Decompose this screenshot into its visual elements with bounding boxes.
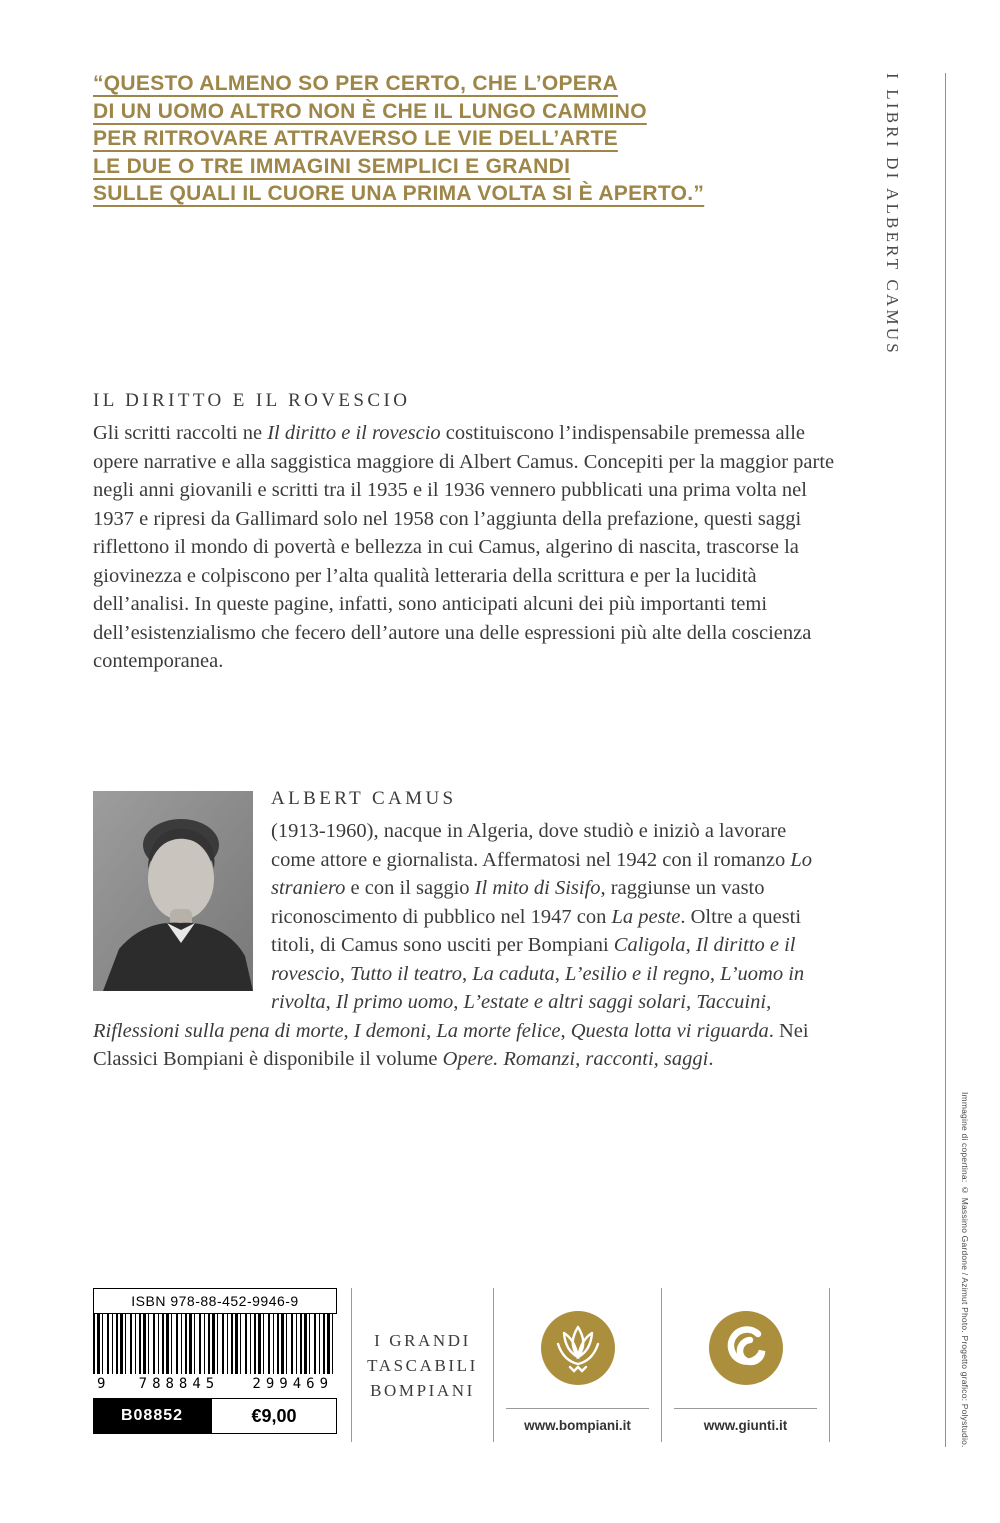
italic-title-text: Il primo uomo (335, 991, 454, 1013)
text-run: costituiscono l’indispensabile premessa alle opere narrative e alla saggistica maggiore di Albert Camus. Concepiti per la maggior parte negli anni giovanili e scritti tra il 1935 e il 1936 vennero pubblicati una prima volta nel 1937 e ripresi da Gallimard solo nel 1958 con l’aggiunta della prefazione, questi saggi riflettono il mondo di povertà e bellezza in cui Camus, algerino di nascita, trascorse la giovinezza e colpiscono per l’alta qualità letteraria della scrittura e per la lucidità dell’analisi. In queste pagine, infatti, sono anticipati alcuni dei più importanti temi dell’esistenzialismo che fecero dell’autore una delle espressioni più alte della coscienza contemporanea. (93, 422, 835, 672)
giunti-logo-icon (709, 1311, 783, 1385)
text-run: . (708, 1048, 714, 1070)
series-title-vertical: I LIBRI DI ALBERT CAMUS (883, 73, 902, 356)
italic-title-text: Questa lotta vi riguarda (570, 1019, 769, 1042)
author-photo (93, 791, 253, 991)
bompiani-logo-icon (541, 1311, 615, 1385)
italic-title-text: Il diritto e il rovescio (267, 422, 441, 444)
quote-line: PER RITROVARE ATTRAVERSO LE VIE DELL’ARTE (93, 127, 618, 150)
text-run: , (685, 991, 697, 1013)
imprint-line: BOMPIANI (370, 1380, 475, 1400)
series-imprint-block (351, 1288, 494, 1442)
code-price-row (93, 1398, 337, 1434)
text-run: . Nei Classici Bompiani è disponibile il volume (93, 1019, 809, 1070)
italic-title-text: La peste (611, 905, 681, 928)
text-run: , (461, 962, 473, 985)
text-run: , (343, 1019, 354, 1042)
ean-group-2: 299469 (252, 1375, 333, 1392)
text-run: , (453, 991, 464, 1013)
quote-line: SULLE QUALI IL CUORE UNA PRIMA VOLTA SI È APERTO.” (93, 182, 705, 205)
synopsis-text (93, 419, 835, 676)
italic-title-text: Taccuini (696, 991, 767, 1013)
barcode (93, 1314, 337, 1374)
author-name: ALBERT CAMUS (271, 788, 457, 809)
bompiani-url: www.bompiani.it (524, 1418, 631, 1433)
ean-first-digit: 9 (97, 1375, 106, 1392)
book-title: IL DIRITTO E IL ROVESCIO (93, 390, 411, 411)
price: €9,00 (211, 1398, 337, 1434)
imprint-line: TASCABILI (367, 1355, 478, 1375)
author-section (93, 788, 835, 1074)
italic-title-text: I demoni (353, 1019, 427, 1042)
synopsis-section (93, 390, 835, 676)
italic-title-text: L’estate e altri saggi solari (463, 991, 686, 1013)
ean-group-1: 788845 (138, 1375, 220, 1392)
text-run: . Oltre a questi titoli, di Camus sono usciti per Bompiani (271, 905, 802, 956)
cover-quote (93, 70, 704, 208)
text-run: , (339, 962, 350, 985)
bompiani-block (494, 1288, 661, 1442)
photo-credit: Immagine di copertina: © Massimo Gardone / Azimut Photo. Progetto grafico: Polystudio. (960, 1092, 970, 1448)
quote-line: LE DUE O TRE IMMAGINI SEMPLICI E GRANDI (93, 154, 571, 178)
italic-title-text: La morte felice (436, 1019, 561, 1042)
italic-title-text: Lo straniero (271, 848, 813, 899)
italic-title-text: L’uomo in rivolta (271, 962, 805, 1013)
isbn-label: ISBN 978-88-452-9946-9 (93, 1288, 337, 1314)
sidebar-divider (945, 73, 946, 1447)
italic-title-text: Il mito di Sisifo (474, 877, 601, 899)
italic-title-text: Riflessioni sulla pena di morte (93, 1019, 344, 1042)
bompiani-logo-area (541, 1288, 615, 1408)
giunti-logo-area (709, 1288, 783, 1408)
barcode-block (93, 1288, 337, 1442)
quote-line: “QUESTO ALMENO SO PER CERTO, CHE L’OPERA (93, 72, 619, 95)
text-run: , (554, 962, 566, 985)
italic-title-text: L’esilio e il regno (565, 962, 710, 985)
text-run: , (325, 991, 336, 1013)
text-run: Gli scritti raccolti ne (93, 422, 268, 444)
giunti-url: www.giunti.it (703, 1418, 788, 1433)
italic-title-text: La caduta (472, 962, 555, 985)
text-run: (1913-1960), nacque in Algeria, dove studiò e iniziò a lavorare come attore e giornalista. Affermatosi nel 1942 con il romanzo (271, 820, 791, 871)
text-run: , raggiunse un vasto riconoscimento di pubblico nel 1947 con (271, 877, 765, 928)
giunti-block (661, 1288, 830, 1442)
italic-title-text: Caligola (613, 934, 686, 956)
quote-line: DI UN UOMO ALTRO NON È CHE IL LUNGO CAMMINO (93, 99, 647, 123)
text-run: , (685, 934, 696, 956)
text-run: , (426, 1019, 437, 1042)
footer-strip (93, 1288, 830, 1442)
italic-title-text: Tutto il teatro (349, 962, 462, 985)
text-run: , (560, 1019, 571, 1042)
italic-title-text: Il diritto e il rovescio (271, 934, 796, 985)
camus-portrait-placeholder (93, 791, 253, 991)
barcode-digits (93, 1374, 337, 1393)
text-run: e con il saggio (345, 877, 475, 899)
italic-title-text: Opere. Romanzi, racconti, saggi (442, 1048, 709, 1070)
text-run: , (766, 991, 772, 1013)
text-run: , (709, 962, 721, 985)
imprint-line: I GRANDI (374, 1330, 471, 1350)
printing-code: B08852 (93, 1398, 211, 1434)
